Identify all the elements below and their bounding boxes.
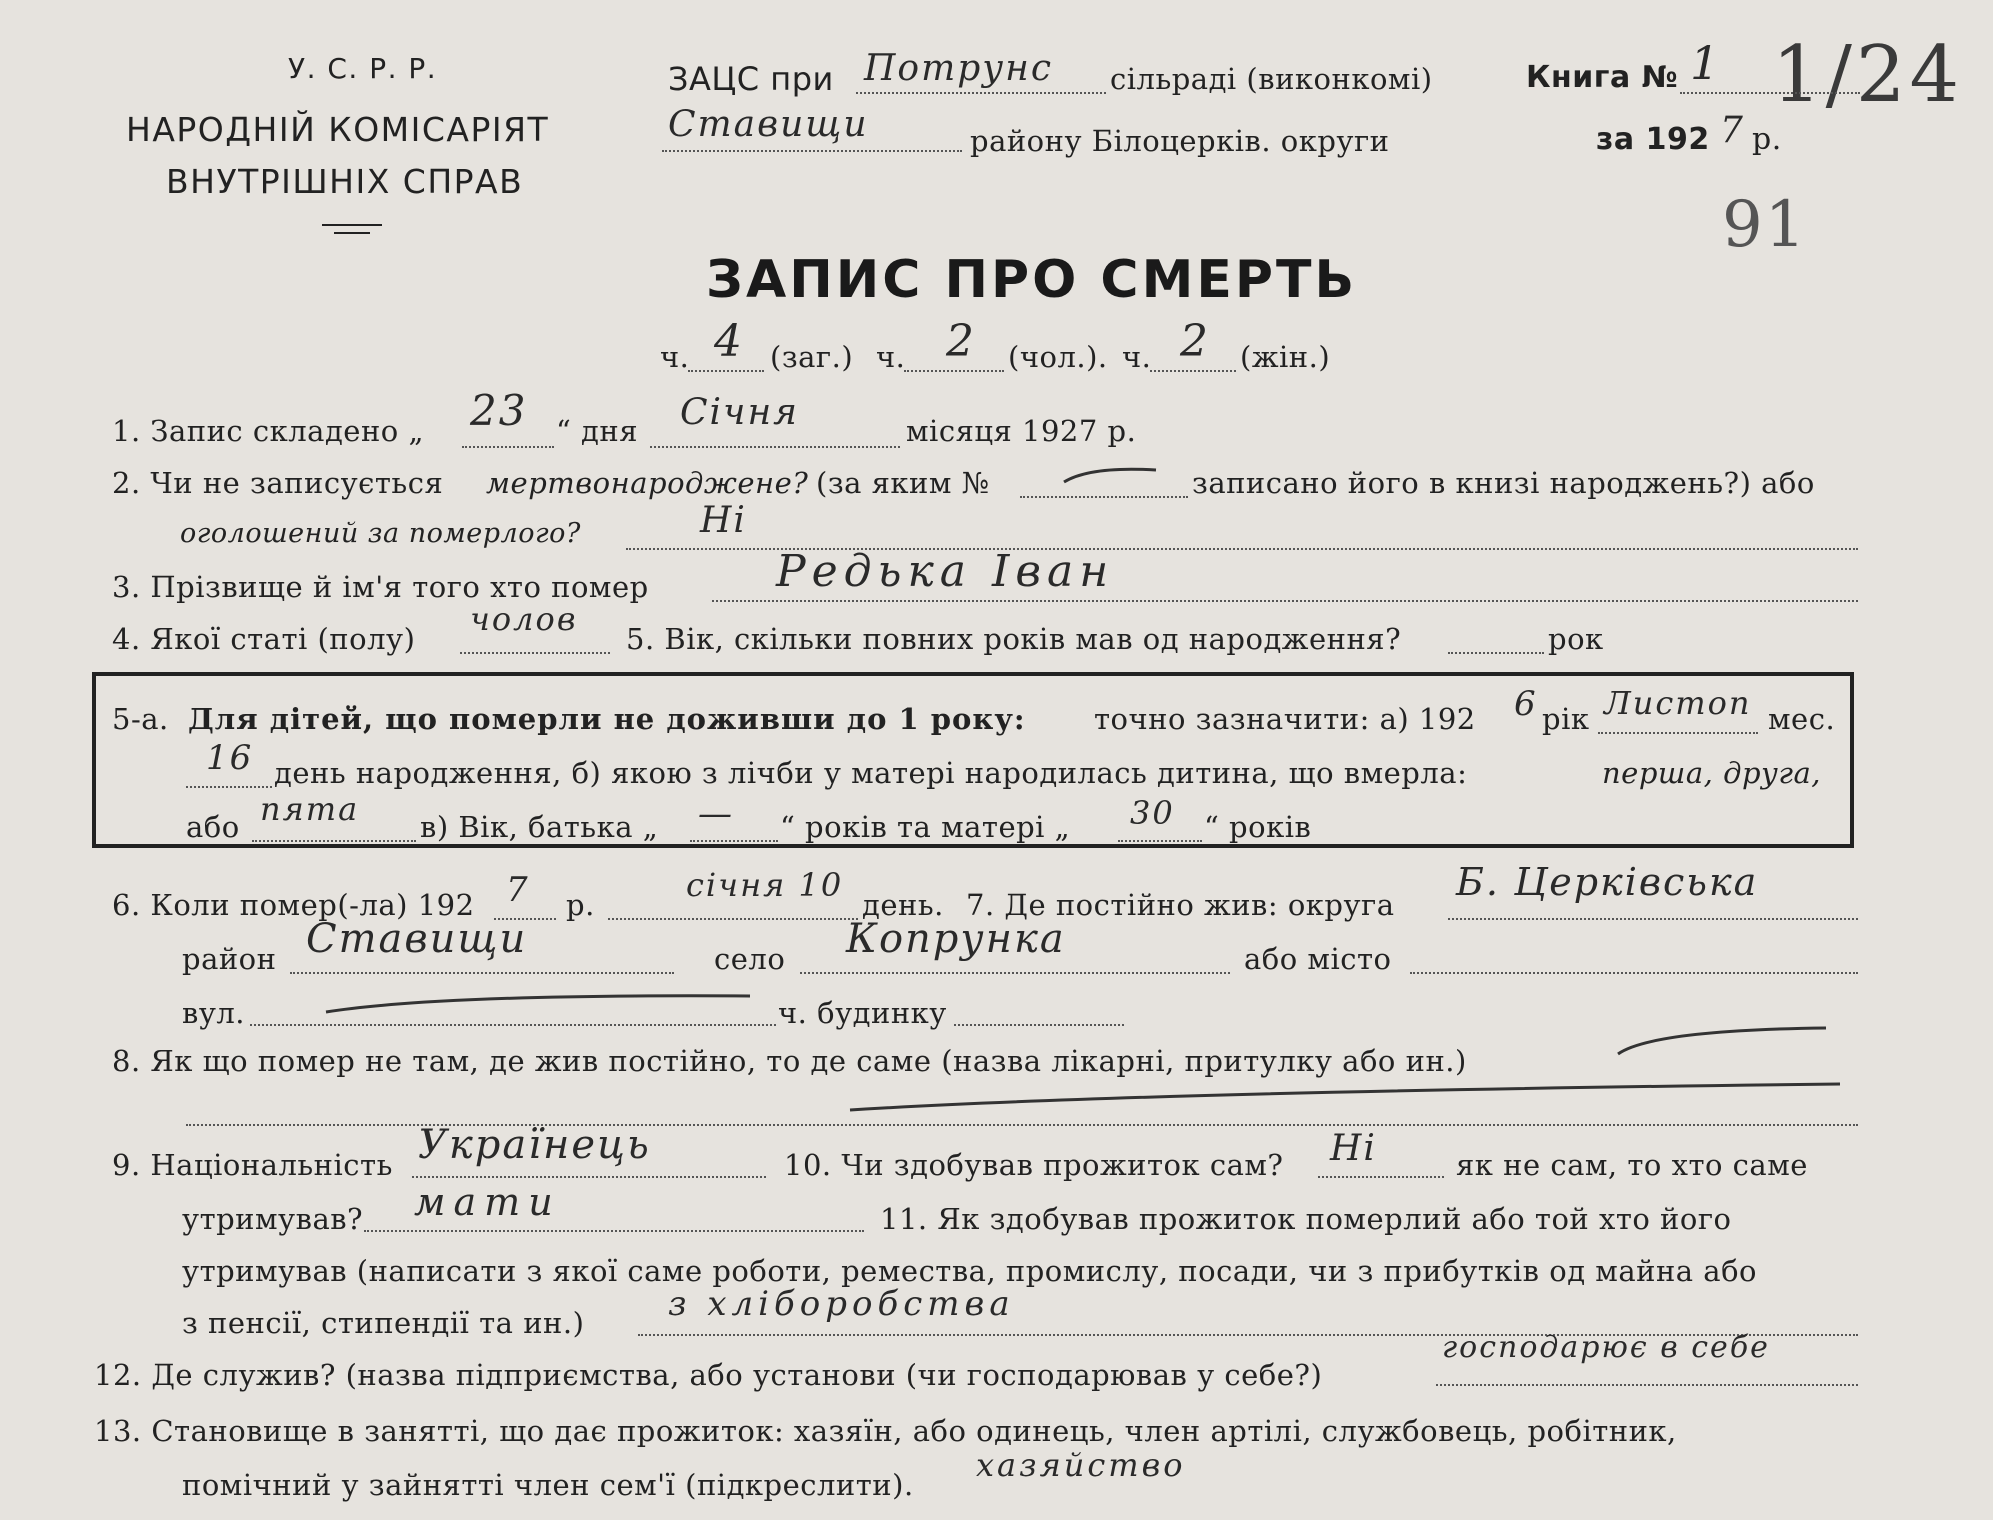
year-digit-handwritten: 7 <box>1720 110 1745 151</box>
field5a-first-second: перша, друга, <box>1602 756 1822 790</box>
commissariat-line1: НАРОДНІЙ КОМІСАРІЯТ <box>126 110 550 149</box>
page-number-handwritten: 91 <box>1722 188 1808 262</box>
village-handwritten: Потрунс <box>864 48 1054 89</box>
field3-name-handwritten: Редька Іван <box>776 546 1115 597</box>
field11-line3: утримував (написати з якої саме роботи, ремества, промислу, посади, чи з прибутків од майна або <box>182 1254 1757 1288</box>
field2-text3: записано його в книзі народжень?) або <box>1192 466 1815 500</box>
field12-answer-handwritten: господарює в себе <box>1442 1330 1770 1365</box>
field5-label: 5. Вік, скільки повних років мав од народження? <box>626 622 1402 656</box>
field7-label: 7. Де постійно жив: округа <box>966 888 1395 922</box>
field7-raion-handwritten: Ставищи <box>306 916 528 962</box>
year-label: за 192 <box>1596 122 1710 157</box>
book-label: Книга № <box>1526 60 1679 95</box>
field5a-text3: в) Вік, батька „ <box>420 810 659 844</box>
field2-declared-dead: оголошений за померлого? <box>180 518 581 549</box>
field5a-day-handwritten: 16 <box>206 738 254 778</box>
field5a-rik: рік <box>1542 702 1590 736</box>
field7-okruga-handwritten: Б. Церківська <box>1456 860 1759 904</box>
general-number-handwritten: 4 <box>714 316 744 367</box>
field7-vul-stroke <box>320 986 760 1022</box>
field7-misto-label: або місто <box>1244 942 1392 976</box>
ch-label-3: ч. <box>1122 340 1152 374</box>
field5a-mother-handwritten: 30 <box>1130 794 1175 832</box>
female-label: (жін.) <box>1240 340 1331 374</box>
field13-line1: 13. Становище в занятті, що дає прожиток: хазяїн, або одинець, член артілі, службовець, робітник, <box>94 1414 1677 1448</box>
field9-line <box>412 1176 766 1178</box>
field8-stroke-1 <box>1612 1020 1832 1060</box>
field5-line <box>1448 652 1544 654</box>
zags-label: ЗАЦС при <box>668 60 834 98</box>
field5a-num: 5-а. <box>112 702 169 736</box>
female-number-handwritten: 2 <box>1180 316 1210 367</box>
field7-raion-line <box>290 972 674 974</box>
field1-label: 1. Запис складено „ <box>112 414 424 448</box>
book-number-handwritten: 1 <box>1690 36 1722 90</box>
field6-year-handwritten: 7 <box>506 870 530 910</box>
field10-line <box>1318 1176 1444 1178</box>
male-number-line <box>904 370 1004 372</box>
field11-line4: з пенсії, стипендії та ин.) <box>182 1306 585 1340</box>
field5a-father-line <box>690 840 778 842</box>
field5a-text1: точно зазначити: а) 192 <box>1094 702 1476 736</box>
field6-date-line <box>608 918 858 920</box>
field11-label: 11. Як здобував прожиток померлий або той хто його <box>880 1202 1732 1236</box>
general-label: (заг.) <box>770 340 854 374</box>
district-label: району Білоцерків. округи <box>970 124 1390 158</box>
field1-day-label: “ дня <box>556 414 639 448</box>
male-number-handwritten: 2 <box>946 316 976 367</box>
corner-number-handwritten: 1/24 <box>1772 30 1964 120</box>
council-label: сільраді (виконкомі) <box>1110 62 1433 96</box>
field13-line2: помічний у зайнятті член сем'ї (підкреслити). <box>182 1468 914 1502</box>
field3-label: 3. Прізвище й ім'я того хто помер <box>112 570 649 604</box>
field2-dash-stroke <box>1060 460 1160 490</box>
field5a-mes: мес. <box>1768 702 1836 736</box>
field5a-text4: “ років та матері „ <box>780 810 1071 844</box>
field7-selo-line <box>800 972 1230 974</box>
field5-rok: рок <box>1548 622 1604 656</box>
field4-label: 4. Якої статі (полу) <box>112 622 416 656</box>
header-divider-2 <box>334 232 370 234</box>
field2-text1: 2. Чи не записується <box>112 466 444 500</box>
village-line <box>856 92 1106 94</box>
field10-answer-handwritten: Ні <box>1330 1128 1377 1169</box>
field3-line <box>712 600 1858 602</box>
ch-label-1: ч. <box>660 340 690 374</box>
field2-number-line <box>1020 496 1188 498</box>
field13-answer-handwritten: хазяйство <box>976 1446 1186 1484</box>
field4-sex-handwritten: чолов <box>470 600 578 638</box>
field5a-month-line <box>1598 732 1758 734</box>
field9-label: 9. Національність <box>112 1148 393 1182</box>
field7-bud-line <box>954 1024 1124 1026</box>
document-title: ЗАПИС ПРО СМЕРТЬ <box>706 250 1358 310</box>
ussr-abbrev: У. С. Р. Р. <box>288 52 438 85</box>
field7-selo-label: село <box>714 942 786 976</box>
field8-label: 8. Як що помер не там, де жив постійно, то де саме (назва лікарні, притулку або ин.) <box>112 1044 1467 1078</box>
field9-nat-handwritten: Українець <box>418 1122 651 1168</box>
field5a-month-handwritten: Листоп <box>1604 684 1752 722</box>
field1-day-line <box>462 446 554 448</box>
field5a-day-line <box>186 786 272 788</box>
field1-month-handwritten: Січня <box>680 392 800 433</box>
field4-line <box>460 652 610 654</box>
field7-misto-line <box>1410 972 1858 974</box>
field12-label: 12. Де служив? (назва підприємства, або установи (чи господарював у себе?) <box>94 1358 1323 1392</box>
field6-r: р. <box>566 888 595 922</box>
field1-month-label: місяця 1927 р. <box>906 414 1137 448</box>
field5a-order-handwritten: пята <box>260 790 360 828</box>
male-label: (чол.). <box>1008 340 1108 374</box>
ch-label-2: ч. <box>876 340 906 374</box>
field8-stroke-2 <box>840 1070 1850 1120</box>
field10-utr-line <box>364 1230 864 1232</box>
field7-okruga-line <box>1448 918 1858 920</box>
field10-text: як не сам, то хто саме <box>1456 1148 1808 1182</box>
field10-label: 10. Чи здобував прожиток сам? <box>784 1148 1284 1182</box>
field7-vul-line <box>250 1024 776 1026</box>
general-number-line <box>688 370 764 372</box>
field5a-father-handwritten: — <box>698 794 734 834</box>
field5a-abo: або <box>186 810 240 844</box>
field2-stillborn: мертвонароджене? <box>486 466 809 500</box>
field5a-year-handwritten: 6 <box>1514 684 1538 724</box>
field6-label: 6. Коли помер(-ла) 192 <box>112 888 475 922</box>
field12-line <box>1436 1384 1858 1386</box>
field6-den: день. <box>862 888 944 922</box>
district-handwritten: Ставищи <box>668 104 869 145</box>
field10-utr-handwritten: мати <box>414 1180 561 1224</box>
field5a-bold: Для дітей, що померли не доживши до 1 року: <box>188 702 1026 736</box>
field11-source-handwritten: з хліборобства <box>668 1284 1015 1324</box>
field2-answer-handwritten: Ні <box>700 500 747 541</box>
field5a-text5: “ років <box>1204 810 1312 844</box>
field5a-mother-line <box>1118 840 1202 842</box>
district-line <box>662 150 962 152</box>
commissariat-line2: ВНУТРІШНІХ СПРАВ <box>166 162 524 201</box>
field7-raion-label: район <box>182 942 277 976</box>
field7-bud-label: ч. будинку <box>778 996 947 1030</box>
field5a-text2: день народження, б) якою з лічби у матері народилась дитина, що вмерла: <box>274 756 1468 790</box>
field7-selo-handwritten: Копрунка <box>846 916 1066 962</box>
field6-date-handwritten: січня 10 <box>686 866 844 904</box>
field5a-order-line <box>252 840 416 842</box>
female-number-line <box>1150 370 1236 372</box>
year-suffix: р. <box>1752 122 1782 157</box>
book-line <box>1680 92 1860 94</box>
field7-vul-label: вул. <box>182 996 246 1030</box>
field10-utr-label: утримував? <box>182 1202 364 1236</box>
header-divider <box>322 224 382 226</box>
field1-day-handwritten: 23 <box>470 386 528 435</box>
field2-text2: (за яким № <box>816 466 990 500</box>
field1-month-line <box>650 446 900 448</box>
